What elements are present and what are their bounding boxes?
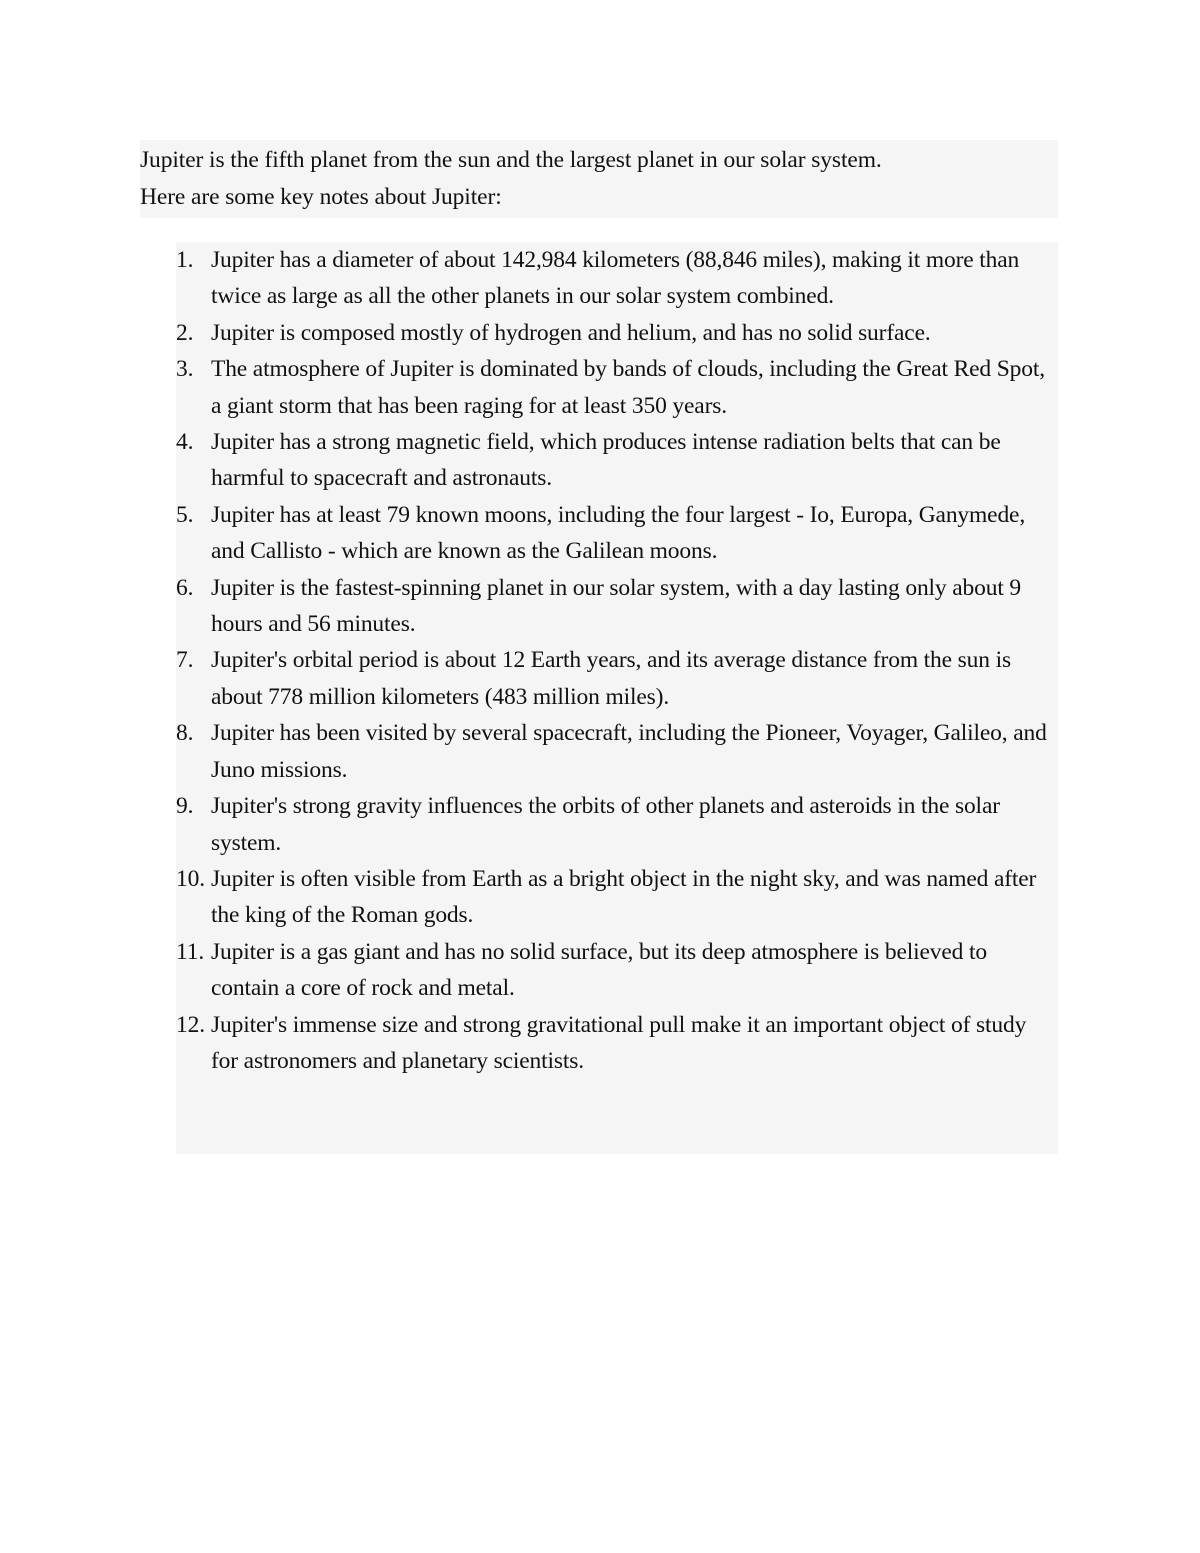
list-item-text: Jupiter is the fastest-spinning planet in our solar system, with a day lasting only about 9 hours and 56 minutes. — [211, 574, 1022, 638]
intro-paragraph — [140, 140, 1058, 218]
key-notes-block — [176, 242, 1058, 1154]
list-item-text: Jupiter is a gas giant and has no solid surface, but its deep atmosphere is believed to contain a core of rock and metal. — [211, 938, 987, 1002]
list-item — [176, 788, 1058, 861]
list-item — [176, 242, 1058, 315]
key-notes-list — [176, 242, 1058, 1079]
list-item-text: Jupiter's immense size and strong gravitational pull make it an important object of study for astronomers and planetary scientists. — [211, 1011, 1027, 1074]
list-item-text: The atmosphere of Jupiter is dominated by bands of clouds, including the Great Red Spot, a giant storm that has been raging for at least 350 years. — [211, 356, 1045, 419]
list-item-text: Jupiter has been visited by several spacecraft, including the Pioneer, Voyager, Galileo, and Juno missions. — [211, 720, 1047, 783]
list-item-number: 7. — [176, 647, 194, 674]
list-item — [176, 315, 1058, 351]
list-item-number: 2. — [176, 319, 194, 346]
list-item-number: 4. — [176, 429, 194, 456]
list-item-number: 1. — [176, 247, 194, 273]
list-item-text: Jupiter's strong gravity influences the orbits of other planets and asteroids in the solar system. — [211, 793, 1000, 856]
list-item — [176, 642, 1058, 715]
intro-line-2: Here are some key notes about Jupiter: — [140, 183, 502, 210]
intro-line-1: Jupiter is the fifth planet from the sun and the largest planet in our solar system. — [140, 147, 882, 173]
list-item — [176, 715, 1058, 788]
list-item-number: 6. — [176, 574, 194, 601]
list-item-text: Jupiter is often visible from Earth as a bright object in the night sky, and was named after the king of the Roman gods. — [211, 865, 1037, 929]
list-item — [176, 351, 1058, 424]
list-item-number: 5. — [176, 501, 194, 528]
list-item — [176, 1007, 1058, 1080]
list-item-number: 8. — [176, 720, 194, 747]
list-item — [176, 570, 1058, 643]
list-item — [176, 861, 1058, 934]
list-item — [176, 497, 1058, 570]
list-item-number: 11. — [176, 938, 205, 965]
list-item-text: Jupiter has at least 79 known moons, including the four largest - Io, Europa, Ganymede, and Callisto - which are known as the Galilean moons. — [211, 501, 1026, 565]
list-item-number: 12. — [176, 1011, 205, 1038]
list-item-text: Jupiter is composed mostly of hydrogen and helium, and has no solid surface. — [211, 319, 931, 346]
list-item-number: 10. — [176, 865, 205, 892]
list-item-number: 9. — [176, 793, 194, 820]
list-item — [176, 934, 1058, 1007]
list-item-text: Jupiter has a strong magnetic field, which produces intense radiation belts that can be harmful to spacecraft and astronauts. — [211, 429, 1001, 492]
list-item-number: 3. — [176, 356, 194, 383]
list-item-text: Jupiter's orbital period is about 12 Earth years, and its average distance from the sun is about 778 million kilometers (483 million miles). — [211, 647, 1011, 710]
list-item — [176, 424, 1058, 497]
list-item-text: Jupiter has a diameter of about 142,984 kilometers (88,846 miles), making it more than twice as large as all the other planets in our solar system combined. — [211, 247, 1020, 310]
